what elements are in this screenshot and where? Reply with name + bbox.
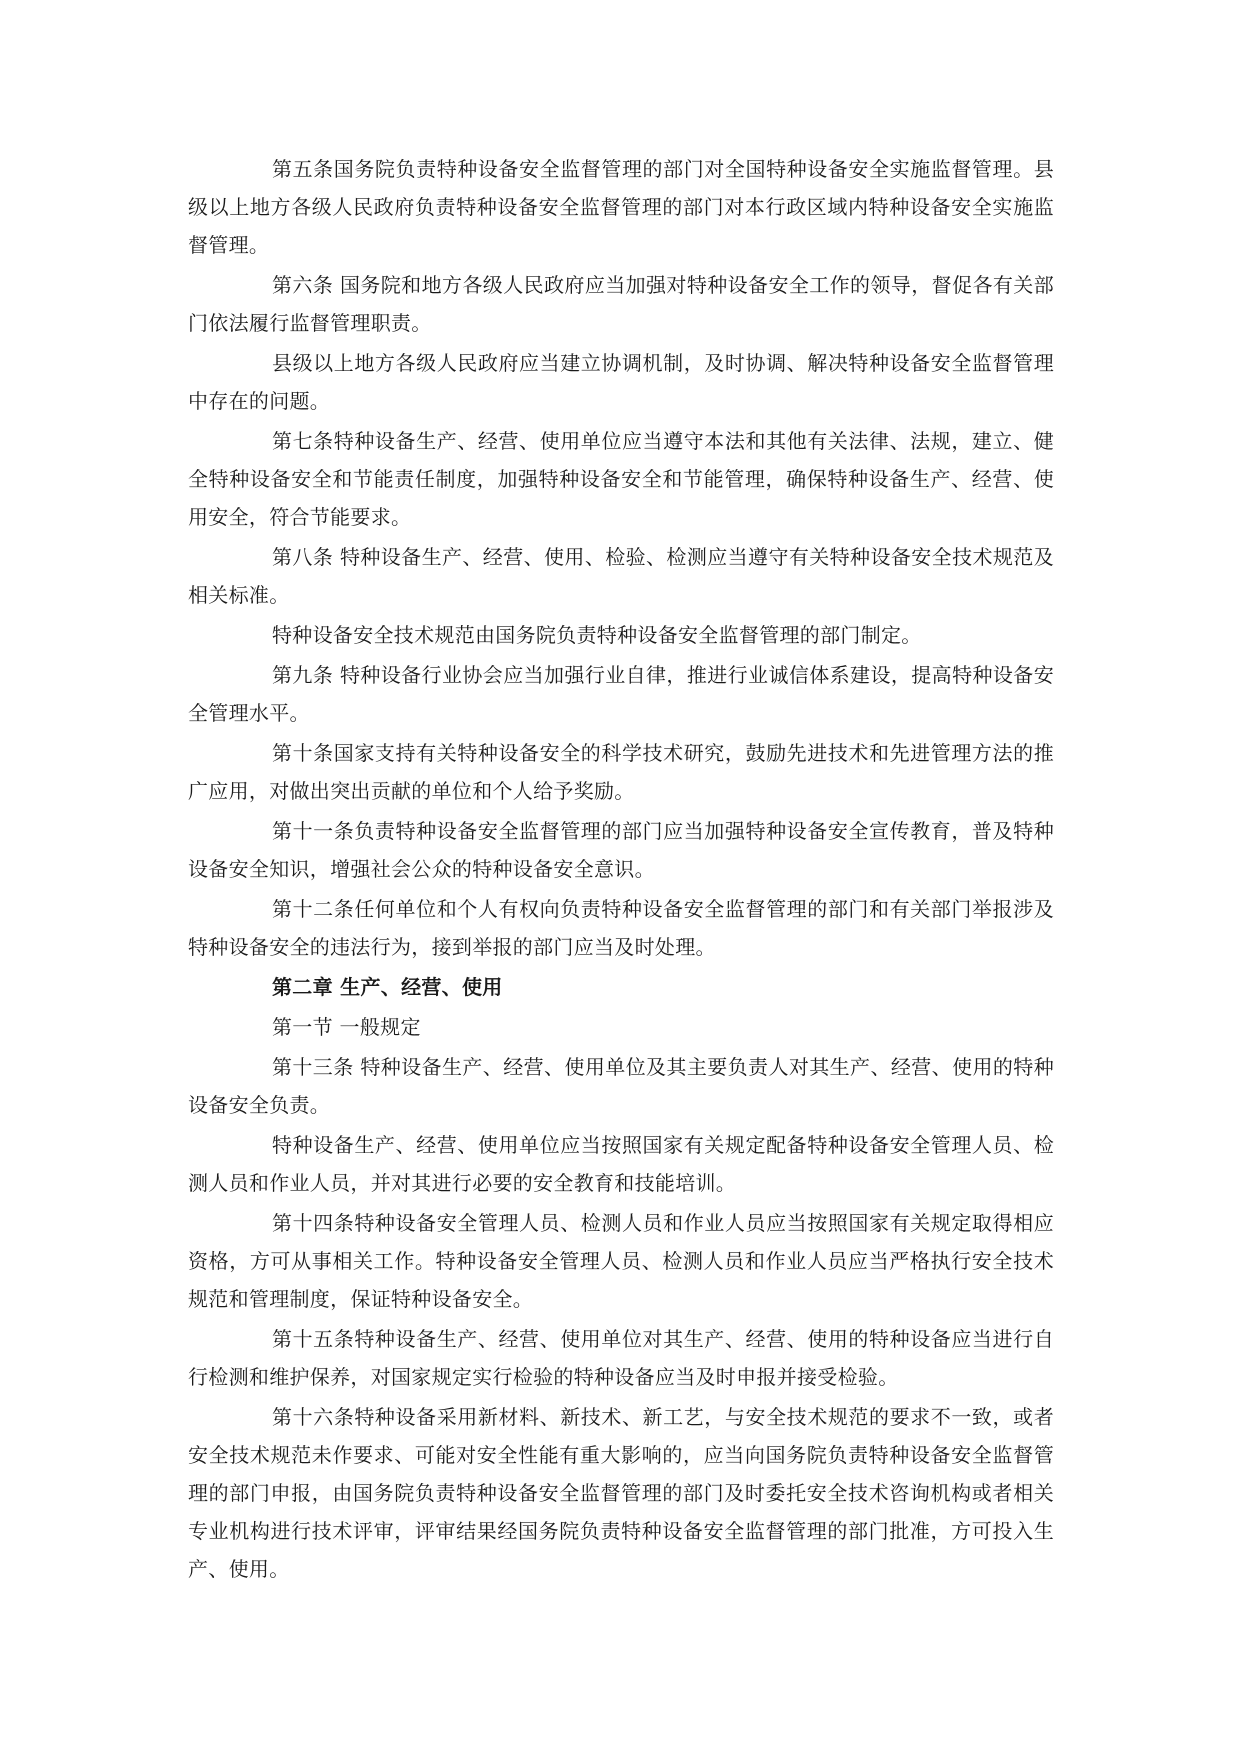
article-16: 第十六条特种设备采用新材料、新技术、新工艺，与安全技术规范的要求不一致，或者安全技术规范未作要求、可能对安全性能有重大影响的，应当向国务院负责特种设备安全监督管理的部门申报，由国务院负责特种设备安全监督管理的部门及时委托安全技术咨询机构或者相关专业机构进行技术评审，评审结果经国务院负责特种设备安全监督管理的部门批准，方可投入生产、使用。 [188, 1405, 1054, 1581]
article-6-para-2: 县级以上地方各级人民政府应当建立协调机制，及时协调、解决特种设备安全监督管理中存在的问题。 [188, 351, 1054, 413]
article-14: 第十四条特种设备安全管理人员、检测人员和作业人员应当按照国家有关规定取得相应资格，方可从事相关工作。特种设备安全管理人员、检测人员和作业人员应当严格执行安全技术规范和管理制度，保证特种设备安全。 [188, 1211, 1054, 1311]
section-1-heading: 第一节 一般规定 [272, 1015, 421, 1039]
article-7: 第七条特种设备生产、经营、使用单位应当遵守本法和其他有关法律、法规，建立、健全特种设备安全和节能责任制度，加强特种设备安全和节能管理，确保特种设备生产、经营、使用安全，符合节能要求。 [188, 429, 1054, 529]
document-page [188, 150, 1054, 1590]
article-5: 第五条国务院负责特种设备安全监督管理的部门对全国特种设备安全实施监督管理。县级以上地方各级人民政府负责特种设备安全监督管理的部门对本行政区域内特种设备安全实施监督管理。 [188, 157, 1054, 257]
article-15: 第十五条特种设备生产、经营、使用单位对其生产、经营、使用的特种设备应当进行自行检测和维护保养，对国家规定实行检验的特种设备应当及时申报并接受检验。 [188, 1327, 1054, 1389]
article-9: 第九条 特种设备行业协会应当加强行业自律，推进行业诚信体系建设，提高特种设备安全管理水平。 [188, 663, 1054, 725]
article-13: 第十三条 特种设备生产、经营、使用单位及其主要负责人对其生产、经营、使用的特种设备安全负责。 [188, 1055, 1054, 1117]
chapter-2-heading: 第二章 生产、经营、使用 [272, 975, 503, 999]
article-8-para-2: 特种设备安全技术规范由国务院负责特种设备安全监督管理的部门制定。 [272, 623, 922, 647]
article-6: 第六条 国务院和地方各级人民政府应当加强对特种设备安全工作的领导，督促各有关部门依法履行监督管理职责。 [188, 273, 1054, 335]
article-12: 第十二条任何单位和个人有权向负责特种设备安全监督管理的部门和有关部门举报涉及特种设备安全的违法行为，接到举报的部门应当及时处理。 [188, 897, 1054, 959]
article-11: 第十一条负责特种设备安全监督管理的部门应当加强特种设备安全宣传教育，普及特种设备安全知识，增强社会公众的特种设备安全意识。 [188, 819, 1054, 881]
article-8: 第八条 特种设备生产、经营、使用、检验、检测应当遵守有关特种设备安全技术规范及相关标准。 [188, 545, 1054, 607]
article-10: 第十条国家支持有关特种设备安全的科学技术研究，鼓励先进技术和先进管理方法的推广应用，对做出突出贡献的单位和个人给予奖励。 [188, 741, 1054, 803]
article-13-para-2: 特种设备生产、经营、使用单位应当按照国家有关规定配备特种设备安全管理人员、检测人员和作业人员，并对其进行必要的安全教育和技能培训。 [188, 1133, 1054, 1195]
